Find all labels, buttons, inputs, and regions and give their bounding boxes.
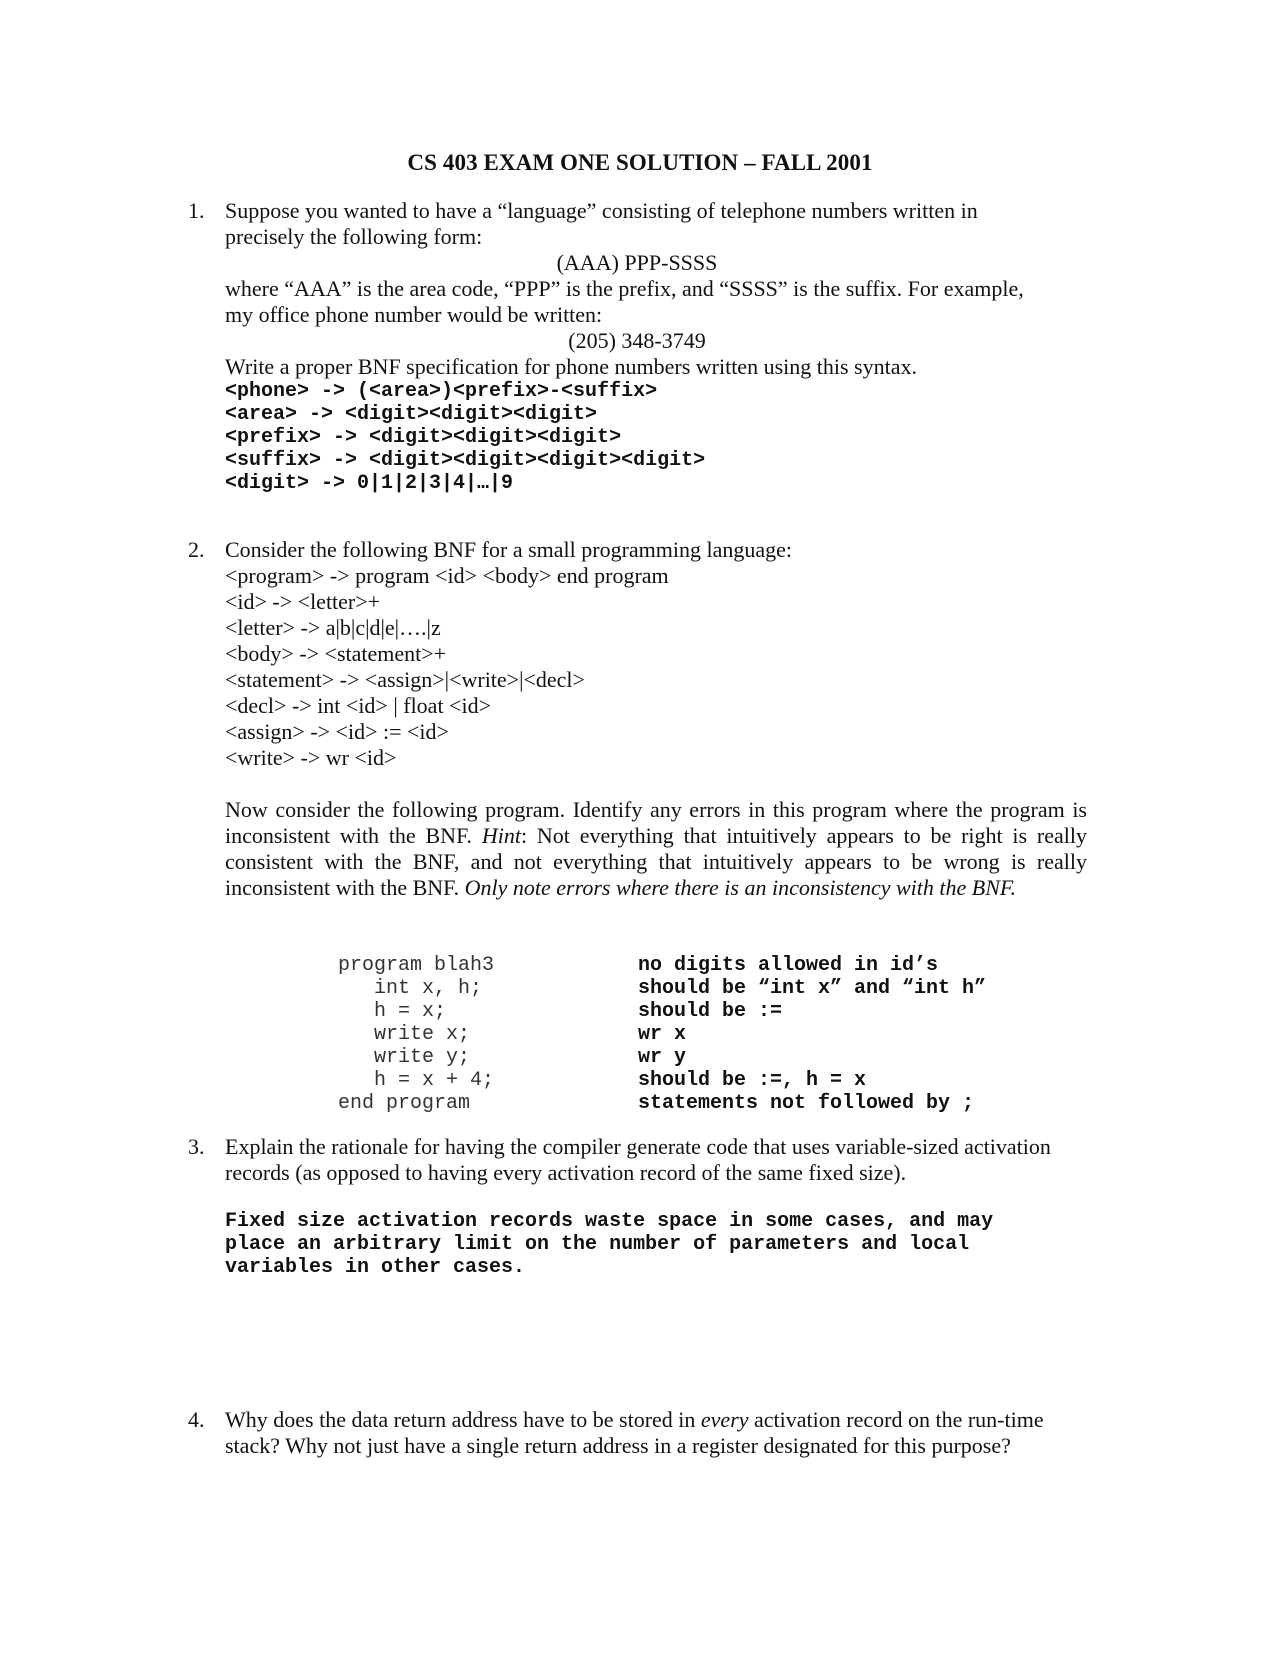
q3-answer: Fixed size activation records waste space in some cases, and may place an arbitrary limit on the number of parameters and local variables in other cases.: [225, 1210, 994, 1279]
code-line: write x;: [338, 1023, 471, 1046]
q4-emphasis: every: [700, 1407, 749, 1432]
error-note: no digits allowed in id’s: [638, 954, 939, 977]
q1-text-line: Write a proper BNF specification for phone numbers written using this syntax.: [225, 354, 917, 379]
q2-para-b: : Not everything that intuitively appears to be right is really consistent with the BNF, and not everything that intuitively appears to be wrong is really inconsistent with the BNF.: [225, 823, 1087, 900]
question-number: 3.: [188, 1134, 205, 1159]
error-note: wr y: [638, 1046, 687, 1069]
table-row: [338, 1092, 975, 1115]
q2-para-italic: Only note errors where there is an inconsistency with the BNF.: [464, 875, 1016, 900]
page-title: CS 403 EXAM ONE SOLUTION – FALL 2001: [407, 150, 873, 175]
code-line: h = x;: [338, 1000, 447, 1023]
table-row: [338, 1023, 687, 1046]
table-row: [338, 1046, 687, 1069]
q3-question: Explain the rationale for having the compiler generate code that uses variable-sized activation records (as opposed to having every activation record of the same fixed size).: [225, 1134, 1051, 1185]
grammar-line: <decl> -> int <id> | float <id>: [225, 693, 491, 718]
q4-text-b: activation record on the run-time stack? Why not just have a single return address in a register designated for this purpose?: [225, 1407, 1044, 1458]
grammar-line: <letter> -> a|b|c|d|e|….|z: [225, 615, 441, 640]
question-number: 4.: [188, 1407, 205, 1432]
question-number: 1.: [188, 198, 205, 223]
table-row: [338, 977, 987, 1000]
grammar-line: <body> -> <statement>+: [225, 641, 447, 666]
error-note: should be :=, h = x: [638, 1069, 867, 1092]
q1-text-line: my office phone number would be written:: [225, 302, 603, 327]
question-2: [188, 537, 1088, 901]
bnf-answer-line: <suffix> -> <digit><digit><digit><digit>: [225, 449, 706, 472]
q1-text-line: precisely the following form:: [225, 224, 483, 249]
grammar-line: <id> -> <letter>+: [225, 589, 381, 614]
error-note: should be :=: [638, 1000, 783, 1023]
bnf-answer-line: <phone> -> (<area>)<prefix>-<suffix>: [225, 380, 658, 403]
question-3: [188, 1134, 1088, 1279]
q1-text-line: where “AAA” is the area code, “PPP” is the prefix, and “SSSS” is the suffix. For example,: [225, 276, 1024, 301]
program-error-table: [338, 954, 987, 1115]
grammar-line: <program> -> program <id> <body> end program: [225, 563, 669, 588]
question-1: [188, 198, 1088, 495]
code-line: end program: [338, 1092, 471, 1115]
question-4: [188, 1407, 1088, 1459]
bnf-grammar: [225, 563, 1087, 771]
q4-text-a: Why does the data return address have to be stored in: [225, 1407, 701, 1432]
code-line: h = x + 4;: [338, 1069, 495, 1092]
hint-label: Hint: [481, 823, 521, 848]
grammar-line: <write> -> wr <id>: [225, 745, 397, 770]
bnf-answer: [225, 380, 1087, 495]
table-row: [338, 1069, 867, 1092]
q2-para-a: Now consider the following program. Identify any errors in this program where the program is inconsistent with the BNF.: [225, 797, 1087, 848]
grammar-line: <statement> -> <assign>|<write>|<decl>: [225, 667, 585, 692]
bnf-answer-line: <area> -> <digit><digit><digit>: [225, 403, 598, 426]
code-line: program blah3: [338, 954, 495, 977]
code-line: write y;: [338, 1046, 471, 1069]
table-row: [338, 1000, 783, 1023]
phone-example: (205) 348-3749: [568, 328, 706, 353]
question-number: 2.: [188, 537, 205, 562]
error-note: wr x: [638, 1023, 687, 1046]
bnf-answer-line: <prefix> -> <digit><digit><digit>: [225, 426, 622, 449]
bnf-answer-line: <digit> -> 0|1|2|3|4|…|9: [225, 472, 514, 495]
q1-text-line: Suppose you wanted to have a “language” consisting of telephone numbers written in: [225, 198, 978, 223]
error-note: should be “int x” and “int h”: [638, 977, 987, 1000]
phone-format: (AAA) PPP-SSSS: [556, 250, 718, 275]
table-row: [338, 954, 939, 977]
q4-question: [225, 1407, 1087, 1459]
error-note: statements not followed by ;: [638, 1092, 975, 1115]
code-line: int x, h;: [338, 977, 483, 1000]
grammar-line: <assign> -> <id> := <id>: [225, 719, 449, 744]
q2-paragraph: [225, 797, 1087, 901]
q2-intro: Consider the following BNF for a small programming language:: [225, 537, 793, 562]
